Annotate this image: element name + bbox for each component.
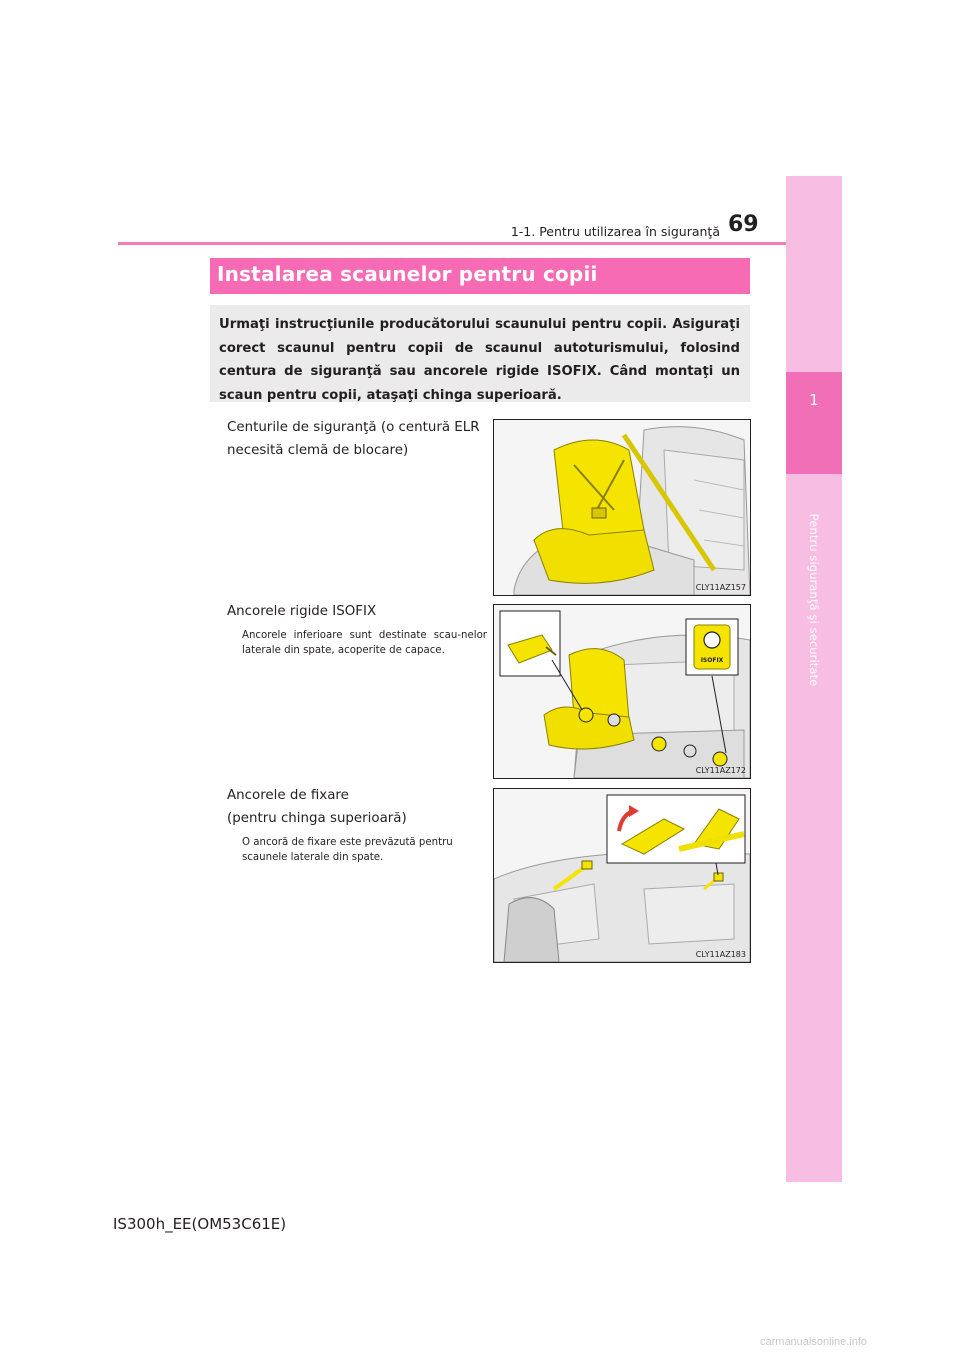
page-number: 69	[728, 212, 759, 237]
isofix-badge-label: ISOFIX	[700, 657, 724, 664]
intro-box	[210, 305, 750, 402]
header-rule	[118, 242, 786, 245]
item-3-title	[227, 784, 407, 830]
item-3-title-line1: Ancorele de fixare	[227, 788, 349, 803]
section-title: Instalarea scaunelor pentru copii	[217, 262, 598, 286]
isofix-illustration	[494, 605, 750, 778]
item-3-description: O ancoră de fixare este prevăzută pentru scaunele laterale din spate.	[242, 837, 453, 863]
footer-model-code: IS300h_EE(OM53C61E)	[113, 1215, 287, 1233]
chapter-title: Pentru siguranţă şi securitate	[807, 513, 821, 687]
item-1-title	[227, 416, 489, 462]
item-2-description: Ancorele inferioare sunt destinate scau-nelor laterale din spate, acoperite de capace.	[242, 630, 487, 656]
figure-code: CLY11AZ183	[695, 950, 746, 959]
figure-seat-belt-child-seat	[493, 419, 751, 596]
child-seat-belt-illustration	[494, 420, 750, 595]
figure-code: CLY11AZ157	[695, 583, 746, 592]
section-title-bar	[210, 258, 750, 294]
running-header-section: 1-1. Pentru utilizarea în siguranţă	[510, 224, 720, 239]
chapter-number: 1	[809, 391, 819, 409]
item-3-title-line2: (pentru chinga superioară)	[227, 811, 407, 826]
figure-tether-anchors	[493, 788, 751, 963]
item-1-title-line1: Centurile de siguranţă (o centură ELR	[227, 420, 480, 435]
tether-anchor-illustration	[494, 789, 750, 962]
item-2-title: Ancorele rigide ISOFIX	[227, 604, 377, 619]
chapter-sidebar	[786, 176, 842, 1182]
watermark: carmanualsonline.info	[760, 1336, 868, 1348]
figure-isofix-anchors	[493, 604, 751, 779]
item-1-title-line2: necesită clemă de blocare)	[227, 443, 409, 458]
chapter-number-block	[786, 372, 842, 474]
intro-text: Urmaţi instrucţiunile producătorului scaunului pentru copii. Asiguraţi corect scaunul pentru copii de scaunul autoturismului, folosind centura de siguranţă sau ancorele rigide ISOFIX. Când montaţi un scaun pentru copii, ataşaţi chinga superioară.	[219, 317, 740, 403]
figure-code: CLY11AZ172	[695, 766, 746, 775]
